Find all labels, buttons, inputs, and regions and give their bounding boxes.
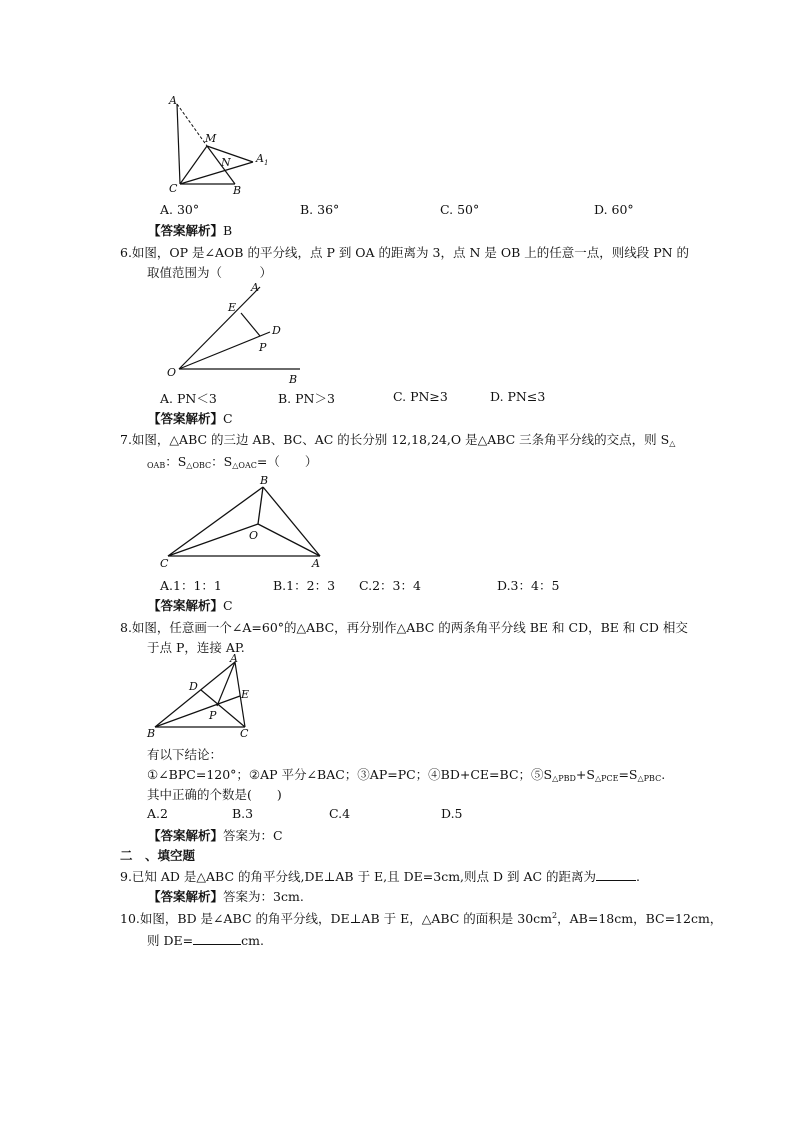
q6-label-O: O: [167, 366, 177, 379]
q8-label-E: E: [241, 688, 250, 701]
q10-blank: [193, 944, 241, 945]
q5-label-C: C: [169, 182, 178, 195]
q9-stem-end: .: [636, 869, 641, 884]
q10-text-b: ，AB=18cm，BC=12cm，: [557, 911, 723, 926]
q8-option-d: D.5: [441, 806, 463, 821]
q5-option-d: D. 60°: [594, 202, 634, 217]
answer-value: B: [223, 223, 233, 238]
q5-label-M: M: [205, 132, 217, 145]
q6-answer: [148, 409, 233, 427]
q5-label-A1: A: [256, 152, 264, 165]
answer-label: 【答案解析】: [148, 889, 224, 904]
q6-option-c: C. PN≥3: [393, 389, 448, 404]
q7-stem-sub: △: [669, 439, 676, 448]
q5-label-A: A: [169, 94, 177, 107]
q8-stem-line2: 于点 P，连接 AP.: [147, 640, 245, 655]
q5-answer: [148, 221, 232, 239]
q7-sub-obc: △OBC: [186, 461, 212, 470]
q9-blank: [596, 880, 636, 881]
q6-option-d: D. PN≤3: [490, 389, 546, 404]
answer-label: 【答案解析】: [148, 828, 224, 843]
q6-stem-line1: 6.如图，OP 是∠AOB 的平分线，点 P 到 OA 的距离为 3，点 N 是 OB 上的任意一点，则线段 PN 的: [120, 245, 690, 260]
q6-figure: [165, 280, 310, 385]
q5-label-N: N: [221, 156, 231, 169]
q8-label-D: D: [189, 680, 198, 693]
q6-label-A: A: [251, 281, 259, 294]
answer-label: 【答案解析】: [148, 223, 224, 238]
answer-value: 答案为：3cm.: [223, 889, 304, 904]
q7-label-A: A: [312, 557, 320, 570]
q7-option-b: B.1：2：3: [273, 578, 336, 593]
q10-text-a: 10.如图，BD 是∠ABC 的角平分线，DE⊥AB 于 E，△ABC 的面积是 30cm: [120, 911, 553, 926]
q6-stem-line2: 取值范围为（ ）: [147, 265, 273, 280]
q8-c2: +S: [575, 767, 595, 782]
answer-label: 【答案解析】: [148, 411, 224, 426]
q7-label-C: C: [160, 557, 169, 570]
q7-answer: [148, 596, 233, 614]
q6-label-D: D: [272, 324, 281, 337]
q7-stem-line2: [147, 452, 317, 470]
q7-sub-oab: OAB: [147, 461, 166, 470]
q6-option-a: A. PN＜3: [160, 391, 217, 406]
q5-label-A1-sub: 1: [264, 159, 269, 167]
q7-sub-oac: △OAC: [232, 461, 257, 470]
q5-option-c: C. 50°: [440, 202, 480, 217]
q7-label-O: O: [249, 529, 259, 542]
q10-stem-line2: [147, 931, 264, 949]
q7-tail: =（ ）: [256, 454, 318, 469]
q8-sub1: △PBD: [552, 774, 576, 783]
q8-c1: ①∠BPC=120°；②AP 平分∠BAC；③AP=PC；④BD+CE=BC；⑤S: [147, 767, 553, 782]
q7-s2: ：S: [165, 454, 187, 469]
answer-value: C: [223, 411, 233, 426]
q9-answer: [148, 887, 304, 905]
q8-label-P: P: [209, 709, 217, 722]
q8-option-c: C.4: [329, 806, 351, 821]
q8-label-A: A: [230, 652, 238, 665]
q5-option-b: B. 36°: [300, 202, 340, 217]
answer-label: 【答案解析】: [148, 598, 224, 613]
answer-value: 答案为：C: [223, 828, 283, 843]
q8-option-a: A.2: [147, 806, 168, 821]
q5-figure: [160, 92, 280, 197]
q8-sub3: △PBC: [637, 774, 662, 783]
q7-option-c: C.2：3：4: [359, 578, 421, 593]
q7-option-d: D.3：4：5: [497, 578, 560, 593]
q7-stem-line1: [120, 430, 675, 448]
q5-label-B: B: [233, 184, 242, 197]
answer-value: C: [223, 598, 233, 613]
q6-label-E: E: [228, 301, 237, 314]
q8-figure: [145, 652, 270, 744]
q8-conclusions-title: 有以下结论：: [147, 747, 223, 762]
q8-label-C: C: [240, 727, 249, 740]
q8-stem-line1: 8.如图，任意画一个∠A=60°的△ABC，再分别作△ABC 的两条角平分线 BE 和 CD，BE 和 CD 相交: [120, 620, 688, 635]
q8-c3: =S: [618, 767, 638, 782]
q8-sub2: △PCE: [594, 774, 619, 783]
q6-option-b: B. PN＞3: [278, 391, 335, 406]
q10-text-c: 则 DE=: [147, 933, 194, 948]
q6-label-B: B: [289, 373, 298, 386]
q10-sup: 2: [552, 910, 558, 920]
section-title: 二 、填空题: [120, 848, 196, 863]
q10-text-d: cm.: [241, 933, 264, 948]
q8-conclusions: [147, 765, 665, 783]
q8-c4: .: [661, 767, 666, 782]
q7-option-a: A.1：1：1: [160, 578, 222, 593]
q9-stem: [120, 867, 640, 885]
q5-option-a: A. 30°: [160, 202, 200, 217]
q8-label-B: B: [147, 727, 156, 740]
q7-s3: ：S: [211, 454, 233, 469]
q8-option-b: B.3: [232, 806, 254, 821]
q7-figure: [158, 472, 333, 572]
q8-answer: [148, 826, 283, 844]
q7-label-B: B: [260, 474, 269, 487]
q10-stem-line1: [120, 909, 722, 927]
q7-stem-text: 7.如图，△ABC 的三边 AB、BC、AC 的长分别 12,18,24,O 是△ABC 三条角平分线的交点，则 S: [120, 432, 670, 447]
q6-label-P: P: [259, 341, 267, 354]
q8-question: 其中正确的个数是( ): [147, 787, 282, 802]
q9-stem-text: 9.已知 AD 是△ABC 的角平分线,DE⊥AB 于 E,且 DE=3cm,则点 D 到 AC 的距离为: [120, 869, 597, 884]
